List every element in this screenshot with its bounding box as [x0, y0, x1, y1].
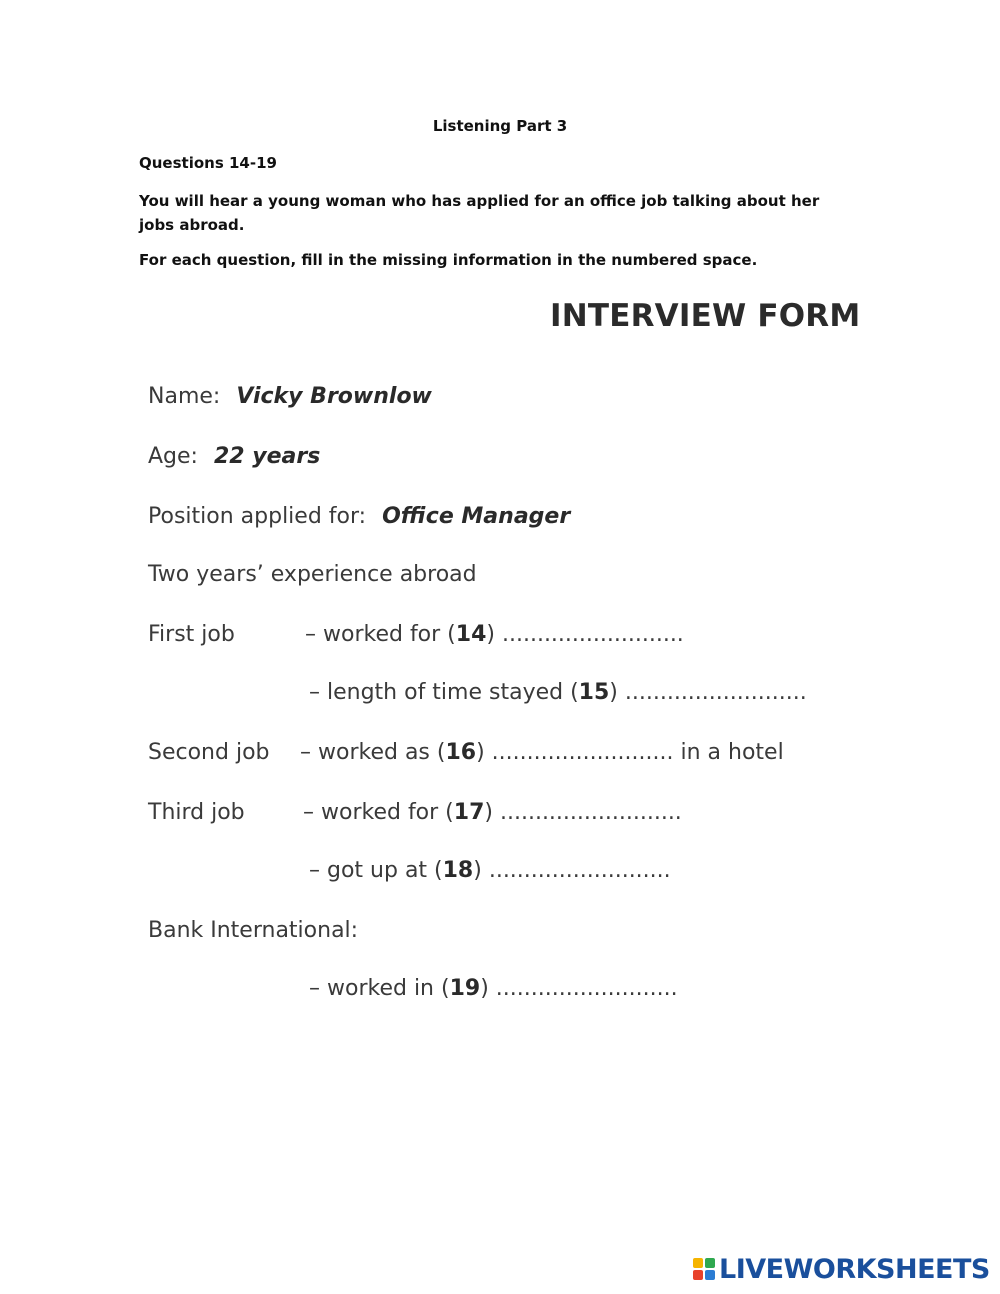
q18-prefix: – got up at ( — [309, 858, 443, 883]
position-label: Position applied for: — [148, 504, 367, 529]
q16-number: 16 — [445, 740, 477, 765]
questions-range: Questions 14-19 — [139, 154, 277, 172]
q16-prefix: – worked as ( — [300, 740, 446, 765]
page-title: Listening Part 3 — [432, 117, 568, 135]
age-label: Age: — [148, 444, 198, 469]
question-19 — [309, 976, 678, 1001]
name-row — [148, 384, 432, 409]
logo-square-1 — [693, 1258, 703, 1268]
question-16 — [300, 740, 784, 765]
q14-prefix: – worked for ( — [305, 622, 456, 647]
q14-blank[interactable]: ) .......................... — [486, 622, 684, 647]
second-job-label: Second job — [148, 740, 270, 765]
logo-text: LIVEWORKSHEETS — [719, 1253, 990, 1285]
question-15 — [309, 680, 807, 705]
logo-square-4 — [705, 1270, 715, 1280]
age-value: 22 years — [213, 444, 321, 469]
name-value: Vicky Brownlow — [236, 384, 432, 409]
question-18 — [309, 858, 671, 883]
question-14 — [305, 622, 684, 647]
form-title: INTERVIEW FORM — [550, 298, 861, 334]
third-job-label: Third job — [148, 800, 245, 825]
q17-number: 17 — [453, 800, 485, 825]
q17-blank[interactable]: ) .......................... — [484, 800, 682, 825]
q18-number: 18 — [442, 858, 474, 883]
instruction-text: For each question, fill in the missing information in the numbered space. — [139, 251, 758, 269]
logo-squares-icon — [693, 1258, 715, 1280]
q19-number: 19 — [449, 976, 481, 1001]
q19-blank[interactable]: ) .......................... — [480, 976, 678, 1001]
q14-number: 14 — [455, 622, 487, 647]
bank-label: Bank International: — [148, 918, 359, 943]
question-17 — [303, 800, 682, 825]
age-row — [148, 444, 320, 469]
q15-blank[interactable]: ) .......................... — [609, 680, 807, 705]
position-row — [148, 504, 570, 529]
logo-square-2 — [705, 1258, 715, 1268]
position-value: Office Manager — [382, 504, 571, 529]
liveworksheets-logo[interactable] — [693, 1254, 990, 1284]
q16-blank[interactable]: ) .......................... in a hotel — [476, 740, 784, 765]
q18-blank[interactable]: ) .......................... — [473, 858, 671, 883]
name-label: Name: — [148, 384, 221, 409]
experience-text: Two years’ experience abroad — [148, 562, 477, 587]
q17-prefix: – worked for ( — [303, 800, 454, 825]
intro-text: You will hear a young woman who has applied for an office job talking about her jobs abroad. — [139, 192, 820, 234]
logo-square-3 — [693, 1270, 703, 1280]
q15-prefix: – length of time stayed ( — [309, 680, 579, 705]
q19-prefix: – worked in ( — [309, 976, 450, 1001]
q15-number: 15 — [578, 680, 610, 705]
first-job-label: First job — [148, 622, 235, 647]
